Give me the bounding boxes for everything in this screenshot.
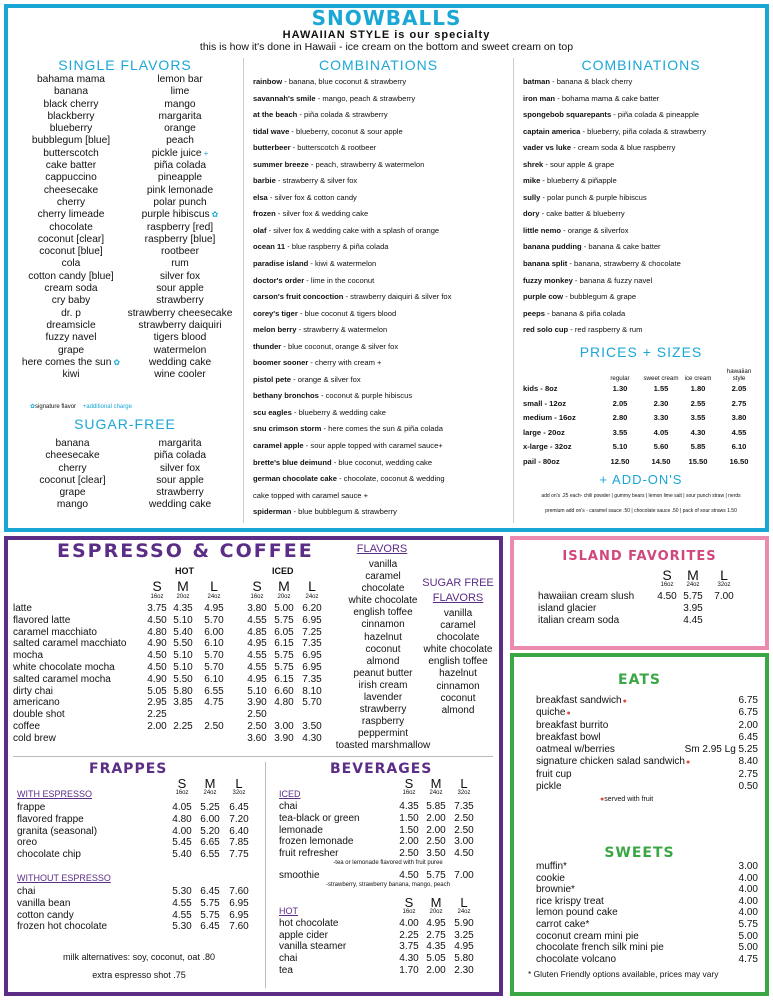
menu-row: chocolate volcano 4.75: [536, 953, 758, 965]
plus-icon: +: [203, 148, 209, 158]
combo-item: mike - blueberry & piñapple: [523, 176, 617, 186]
combo-item: fuzzy monkey - banana & fuzzy navel: [523, 275, 653, 285]
combo-item: thunder - blue coconut, orange & silver fox: [253, 341, 399, 351]
menu-row: caramel macchiato 4.80 5.40 6.00 4.85 6.05 7.25: [13, 626, 322, 638]
combo-item: sully - polar punch & purple hibiscus: [523, 192, 647, 202]
sugar-free-left: [15, 438, 130, 512]
menu-row: tea 1.70 2.00 2.30: [279, 964, 474, 976]
flavor-item: blueberry: [49, 123, 93, 135]
flavor-item: here comes the sun ✿: [21, 356, 121, 368]
flavor-item: cheesecake: [43, 184, 99, 196]
menu-row: chocolate chip 5.40 6.55 7.75: [17, 849, 249, 861]
combo-item: paradise island - kiwi & watermelon: [253, 259, 377, 269]
size-header: S 16oz M 24oz L 32oz: [660, 567, 731, 588]
beverages-title: BEVERAGES: [330, 761, 433, 777]
combo-item: bethany bronchos - coconut & purple hibiscus: [253, 391, 413, 401]
flavor-item: piña colada: [153, 160, 207, 172]
combo-item: summer breeze - peach, strawberry & watermelon: [253, 159, 425, 169]
prices-table: [523, 362, 768, 472]
smoothie-note: -strawberry, strawberry banana, mango, peach: [326, 881, 450, 888]
flower-icon: ✿: [211, 210, 219, 220]
combinations-title-2: COMBINATIONS: [581, 57, 701, 73]
flavor-item: banana: [55, 438, 90, 449]
flavor-item: chocolate: [49, 221, 93, 233]
menu-row: breakfast sandwich● 6.75: [536, 695, 758, 706]
menu-row: pickle 0.50: [536, 781, 758, 793]
combo-item: snu crimson storm - here comes the sun & piña colada: [253, 424, 443, 434]
sugar-free-right: [120, 438, 240, 512]
flavor-item: peppermint: [357, 728, 409, 740]
island-table: [538, 568, 763, 627]
menu-row: double shot 2.25 2.50: [13, 709, 267, 721]
flavor-item: irish cream: [358, 679, 408, 691]
combo-item: dory - cake batter & blueberry: [523, 209, 625, 219]
menu-row: vanilla bean 4.55 5.75 6.95: [17, 897, 249, 909]
combo-item: at the beach - piña colada & strawberry: [253, 110, 388, 120]
flavor-item: white chocolate: [423, 644, 493, 656]
menu-row: muffin* 3.00: [536, 861, 758, 872]
eats-note: ●served with fruit: [600, 796, 654, 803]
combo-item: little nemo - orange & silverfox: [523, 225, 629, 235]
menu-row: brownie* 4.00: [536, 884, 758, 896]
flavor-item: grape: [57, 344, 85, 356]
menu-row: hot chocolate 4.00 4.95 5.90: [279, 917, 474, 929]
espresso-title: ESPRESSO & COFFEE: [57, 540, 314, 562]
flavor-item: sour apple: [156, 283, 204, 295]
strawberry-icon: ●: [622, 698, 627, 705]
flavor-item: cake batter: [45, 160, 97, 172]
divider: [513, 58, 514, 523]
menu-row: cotton candy 4.55 5.75 6.95: [17, 909, 249, 921]
size-header: S 16oz M 24oz L 32oz: [402, 776, 471, 796]
flavor-item: wedding cake: [148, 356, 212, 368]
menu-row: white chocolate mocha 4.50 5.10 5.70 4.55 5.75 6.95: [13, 661, 322, 673]
combinations-list-2: [523, 74, 766, 339]
flavor-item: cherry limeade: [37, 209, 105, 221]
flavor-item: grape: [59, 487, 86, 499]
flavor-item: strawberry: [359, 704, 407, 716]
iced-label: ICED: [279, 789, 301, 799]
price-row: kids - 8oz 1.30 1.55 1.80 2.05: [523, 384, 747, 393]
menu-row: island glacier 3.95: [538, 603, 703, 614]
flavor-item: chocolate: [361, 583, 405, 595]
flavor-item: pickle juice +: [151, 147, 209, 159]
combinations-title: COMBINATIONS: [318, 57, 439, 73]
flavor-item: cinnamon: [436, 680, 480, 692]
menu-row: chocolate french silk mini pie 5.00: [536, 942, 758, 954]
sugar-free-flavors-subtitle: FLAVORS: [432, 592, 484, 604]
combo-item: banana pudding - banana & cake batter: [523, 242, 661, 252]
menu-row: rice krispy treat 4.00: [536, 895, 758, 907]
menu-row: oreo 5.45 6.65 7.85: [17, 837, 249, 849]
flavor-item: english toffee: [353, 607, 413, 619]
flavor-item: toasted marshmallow: [335, 740, 431, 752]
flavor-item: cherry: [58, 462, 87, 474]
addons-line-1: add on's .25 each- chili powder | gummy bears | lemon lime salt | sour punch straw | nerds: [541, 493, 741, 499]
addons-title: + ADD-ON'S: [599, 472, 683, 487]
flavor-item: black cherry: [43, 98, 99, 110]
menu-row: latte 3.75 4.35 4.95 3.80 5.00 6.20: [13, 603, 322, 614]
single-flavors-title: SINGLE FLAVORS: [58, 57, 192, 73]
frappes-title: FRAPPES: [89, 761, 168, 777]
menu-row: salted caramel macchiato 4.90 5.50 6.10 4.95 6.15 7.35: [13, 638, 322, 650]
combo-item: captain america - blueberry, piña colada & strawberry: [523, 126, 707, 136]
flavor-item: coconut: [440, 692, 476, 704]
flavor-item: almond: [441, 704, 475, 716]
extra-shot: extra espresso shot .75: [92, 970, 186, 980]
flavor-item: cotton candy [blue]: [28, 270, 114, 282]
flavor-item: coconut [clear]: [37, 233, 105, 245]
single-flavors-right: [118, 74, 242, 381]
menu-row: quiche● 6.75: [536, 707, 758, 719]
price-row: medium - 16oz 2.80 3.30 3.55 3.80: [523, 413, 747, 423]
combo-item: iron man - bohama mama & cake batter: [523, 93, 660, 103]
menu-row: flavored latte 4.50 5.10 5.70 4.55 5.75 6.95: [13, 614, 322, 626]
flavor-item: mango: [56, 499, 89, 511]
menu-row: coffee 2.00 2.25 2.50 2.50 3.00 3.50: [13, 720, 322, 732]
combo-item: frozen - silver fox & wedding cake: [253, 209, 369, 219]
combo-item: ocean 11 - blue raspberry & piña colada: [253, 242, 389, 252]
price-row: pail - 80oz 12.50 14.50 15.50 16.50: [523, 456, 749, 466]
flavor-item: vanilla: [368, 559, 398, 570]
price-header: regular sweet cream ice cream hawaiian style: [610, 368, 752, 382]
combo-item: tidal wave - blueberry, coconut & sour apple: [253, 126, 403, 136]
flavor-item: strawberry daiquiri: [138, 319, 222, 331]
milk-alternatives: milk alternatives: soy, coconut, oat .80: [63, 952, 215, 962]
flavor-item: dr. p: [61, 307, 81, 319]
flavor-item: cry baby: [51, 295, 91, 307]
combo-item: spiderman - blue bubblegum & strawberry: [253, 507, 397, 517]
menu-row: americano 2.95 3.85 4.75 3.90 4.80 5.70: [13, 697, 322, 709]
flavors-title: FLAVORS: [356, 543, 408, 555]
menu-row: mocha 4.50 5.10 5.70 4.55 5.75 6.95: [13, 650, 322, 662]
flavor-item: pineapple: [157, 172, 203, 184]
menu-row: signature chicken salad sandwich● 8.40: [536, 756, 758, 768]
menu-row: fruit refresher 2.50 3.50 4.50: [279, 848, 474, 860]
flavor-item: fuzzy navel: [45, 332, 97, 344]
flavor-item: purple hibiscus ✿: [141, 209, 219, 221]
flavor-item: watermelon: [153, 344, 207, 356]
combo-item: caramel apple - sour apple topped with caramel sauce+: [253, 441, 443, 451]
flavor-item: raspberry: [361, 716, 405, 728]
flavor-item: bahama mama: [37, 74, 105, 85]
menu-row: chai 5.30 6.45 7.60: [17, 885, 249, 897]
flavor-item: orange: [164, 123, 196, 135]
hot-label: HOT: [175, 566, 194, 576]
menu-row: cold brew 3.60 3.90 4.30: [13, 732, 322, 744]
combo-item: german chocolate cake - chocolate, coconut & wedding: [253, 474, 445, 484]
menu-row: frappe 4.05 5.25 6.45: [17, 802, 249, 813]
flavor-legend: ✿signature flavor +additional charge: [30, 404, 132, 410]
flavor-item: peach: [166, 135, 194, 147]
combo-item: spongebob squarepants - piña colada & pineapple: [523, 110, 700, 120]
flavor-item: cheesecake: [45, 450, 100, 462]
menu-row: flavored frappe 4.80 6.00 7.20: [17, 813, 249, 825]
combo-item: pistol pete - orange & silver fox: [253, 374, 361, 384]
combo-item: butterbeer - butterscotch & rootbeer: [253, 143, 377, 153]
sugar-free-flavors-list: [411, 608, 505, 717]
flower-icon: ✿: [113, 357, 121, 367]
flavor-item: lime: [170, 86, 190, 98]
size-header: S 16oz M 20oz L 24oz S 16oz M 20oz L 24oz: [150, 578, 319, 600]
flavor-item: banana: [54, 86, 88, 98]
with-espresso-label: WITH ESPRESSO: [17, 789, 93, 799]
menu-row: oatmeal w/berries Sm 2.95 Lg 5.25: [536, 744, 758, 756]
espresso-table: [13, 566, 333, 745]
flavor-item: rum: [171, 258, 189, 270]
divider: [243, 58, 244, 523]
flavor-item: wine cooler: [154, 369, 206, 381]
combo-item: vader vs luke - cream soda & blue raspberry: [523, 143, 676, 153]
menu-row: frozen hot chocolate 5.30 6.45 7.60: [17, 921, 249, 933]
iced-label: ICED: [272, 566, 294, 576]
combo-item: carson's fruit concoction - strawberry daiquiri & silver fox: [253, 292, 452, 302]
flavor-item: english toffee: [428, 656, 488, 668]
flavor-item: cola: [61, 258, 81, 270]
menu-row: salted caramel mocha 4.90 5.50 6.10 4.95 6.15 7.35: [13, 673, 322, 685]
combo-item: scu eagles - blueberry & wedding cake: [253, 407, 386, 417]
flavor-item: caramel: [440, 620, 476, 632]
flavor-item: piña colada: [153, 450, 207, 462]
flavor-item: coconut [blue]: [39, 246, 103, 258]
price-row: small - 12oz 2.05 2.30 2.55 2.75: [523, 398, 747, 408]
menu-row: hawaiian cream slush 4.50 5.75 7.00: [538, 591, 734, 602]
flavor-item: lemon bar: [157, 74, 203, 85]
combo-item: barbie - strawberry & silver fox: [253, 176, 358, 186]
strawberry-icon: ●: [685, 759, 691, 767]
without-espresso-label: WITHOUT ESPRESSO: [17, 872, 111, 883]
divider: [13, 756, 493, 757]
prices-title: PRICES + SIZES: [579, 344, 703, 360]
combo-item: rainbow - banana, blue coconut & strawberry: [253, 77, 407, 86]
flavor-item: cinnamon: [361, 619, 405, 631]
sweets-title: SWEETS: [604, 845, 675, 861]
flavor-item: margarita: [158, 438, 202, 449]
snowballs-subtagline: this is how it's done in Hawaii - ice cream on the bottom and sweet cream on top: [199, 41, 574, 53]
menu-row: coconut cream mini pie 5.00: [536, 930, 758, 942]
price-row: large - 20oz 3.55 4.05 4.30 4.55: [523, 427, 747, 437]
flavor-item: silver fox: [159, 462, 201, 474]
menu-row: cookie 4.00: [536, 872, 758, 884]
sugar-free-title: SUGAR-FREE: [74, 416, 176, 432]
flavor-item: rootbeer: [161, 246, 199, 258]
flavor-item: kiwi: [62, 369, 80, 381]
single-flavors-left: [12, 74, 130, 381]
refresher-note: -tea or lemonade flavored with fruit puree: [333, 859, 443, 866]
beverages-table: S 16oz M 24oz L 32oz ICED chai 4.35 5.85 7.35 tea-black or green 1.50 2.00 2.50 lemonade 1.50 2.00 2.50 frozen lemonade 2.00 2.50 3.00 fruit refresher 2.50 3.50 4.50 -tea or lemonade flavored with fruit puree smoothie 4.50 5.75 7.00 -strawberry, strawberry banana, mango, peach HOT S 16oz M 20oz L 24oz hot chocolate 4.00 4.95 5.90 apple cider 2.25 2.75 3.25 vanilla steamer 3.75 4.35 4.95 chai 4.30 5.05 5.80 tea 1.70 2.00 2.30: [279, 777, 497, 977]
flavor-item: vanilla: [443, 608, 473, 619]
combo-item: shrek - sour apple & grape: [523, 159, 615, 169]
menu-row: fruit cup 2.75: [536, 768, 758, 780]
menu-row: vanilla steamer 3.75 4.35 4.95: [279, 941, 474, 953]
flavor-item: white chocolate: [348, 595, 418, 607]
menu-row: lemon pound cake 4.00: [536, 907, 758, 919]
combo-item: red solo cup - red raspberry & rum: [523, 325, 643, 335]
combo-item: savannah's smile - mango, peach & strawberry: [253, 93, 416, 103]
flavor-item: cherry: [56, 196, 86, 208]
flavor-item: raspberry [red]: [146, 221, 214, 233]
combo-item: cake topped with caramel sauce +: [253, 490, 369, 500]
flavor-item: dreamsicle: [46, 319, 96, 331]
combo-item: doctor's order - lime in the coconut: [253, 275, 375, 285]
flavor-item: mango: [164, 98, 196, 110]
flavor-item: cream soda: [44, 283, 98, 295]
combo-item: corey's tiger - blue coconut & tigers blood: [253, 308, 397, 318]
snowballs-tagline: HAWAIIAN STYLE is our specialty: [282, 29, 491, 41]
flavor-item: lavender: [363, 692, 403, 704]
menu-row: italian cream soda 4.45: [538, 615, 703, 626]
sweets-list: [536, 861, 758, 965]
menu-row: granita (seasonal) 4.00 5.20 6.40: [17, 825, 249, 837]
combinations-list: [253, 74, 511, 521]
flavor-item: sour apple: [156, 474, 204, 486]
price-row: x-large - 32oz 5.10 5.60 5.85 6.10: [523, 442, 747, 452]
flavor-item: coconut [clear]: [39, 474, 106, 486]
strawberry-icon: ●: [566, 710, 571, 718]
menu-row: carrot cake* 5.75: [536, 918, 758, 930]
flavor-item: polar punch: [153, 196, 207, 208]
combo-item: brette's blue deimund - blue coconut, wedding cake: [253, 457, 433, 467]
menu-row: chai 4.30 5.05 5.80: [279, 953, 474, 965]
combo-item: purple cow - bubblegum & grape: [523, 292, 637, 302]
flavor-item: strawberry: [156, 295, 204, 307]
flavor-item: strawberry cheesecake: [127, 307, 233, 319]
size-header: S 16oz M 24oz L 32oz: [175, 776, 246, 796]
combo-item: peeps - banana & piña colada: [523, 308, 626, 318]
eats-list: [536, 695, 758, 793]
flavor-item: hazelnut: [364, 631, 402, 643]
combo-item: banana split - banana, strawberry & chocolate: [523, 259, 681, 269]
flavor-item: silver fox: [159, 270, 201, 282]
flavor-item: wedding cake: [148, 499, 212, 511]
eats-title: EATS: [618, 672, 661, 688]
flavor-item: strawberry: [156, 487, 204, 499]
menu-row: breakfast burrito 2.00: [536, 719, 758, 731]
menu-row: chai 4.35 5.85 7.35: [279, 801, 474, 812]
menu-row: lemonade 1.50 2.00 2.50: [279, 824, 474, 836]
sugar-free-flavors-title: SUGAR FREE: [422, 577, 494, 589]
flavor-item: hazelnut: [439, 668, 477, 680]
flavor-item: pink lemonade: [146, 184, 214, 196]
flower-icon: ✿: [30, 404, 36, 410]
menu-row: tea-black or green 1.50 2.00 2.50: [279, 812, 474, 824]
strawberry-icon: ●: [600, 796, 605, 803]
hot-label: HOT: [279, 905, 298, 916]
sweets-note: * Gluten Friendly options available, prices may vary: [528, 969, 719, 979]
flavor-item: raspberry [blue]: [144, 233, 216, 245]
island-title: ISLAND FAVORITES: [562, 549, 717, 564]
menu-row: dirty chai 5.05 5.80 6.55 5.10 6.60 8.10: [13, 685, 322, 697]
flavor-item: almond: [366, 655, 400, 667]
menu-row: frozen lemonade 2.00 2.50 3.00: [279, 836, 474, 848]
flavor-item: chocolate: [436, 632, 480, 644]
flavor-item: peanut butter: [353, 667, 413, 679]
addons-line-2: premium add on's - caramel sauce .50 | chocolate sauce .50 | pack of sour straws 1.50: [545, 508, 737, 514]
flavor-item: caramel: [365, 571, 401, 583]
combo-item: melon berry - strawberry & watermelon: [253, 325, 388, 335]
snowballs-title: SNOWBALLS: [311, 6, 462, 30]
menu-row: smoothie 4.50 5.75 7.00: [279, 869, 474, 881]
combo-item: olaf - silver fox & wedding cake with a splash of orange: [253, 225, 440, 235]
menu-row: breakfast bowl 6.45: [536, 731, 758, 743]
flavor-item: tigers blood: [153, 332, 207, 344]
combo-item: boomer sooner - cherry with cream +: [253, 358, 382, 368]
flavor-item: blackberry: [47, 110, 95, 122]
menu-row: apple cider 2.25 2.75 3.25: [279, 929, 474, 941]
frappes-table: [17, 777, 262, 933]
flavor-item: coconut: [365, 643, 401, 655]
flavor-item: butterscotch: [43, 147, 99, 159]
combo-item: batman - banana & black cherry: [523, 77, 633, 86]
flavor-item: bubblegum [blue]: [31, 135, 111, 147]
combo-item: elsa - silver fox & cotton candy: [253, 192, 357, 202]
flavor-item: cappuccino: [45, 172, 97, 184]
flavor-item: margarita: [158, 110, 202, 122]
